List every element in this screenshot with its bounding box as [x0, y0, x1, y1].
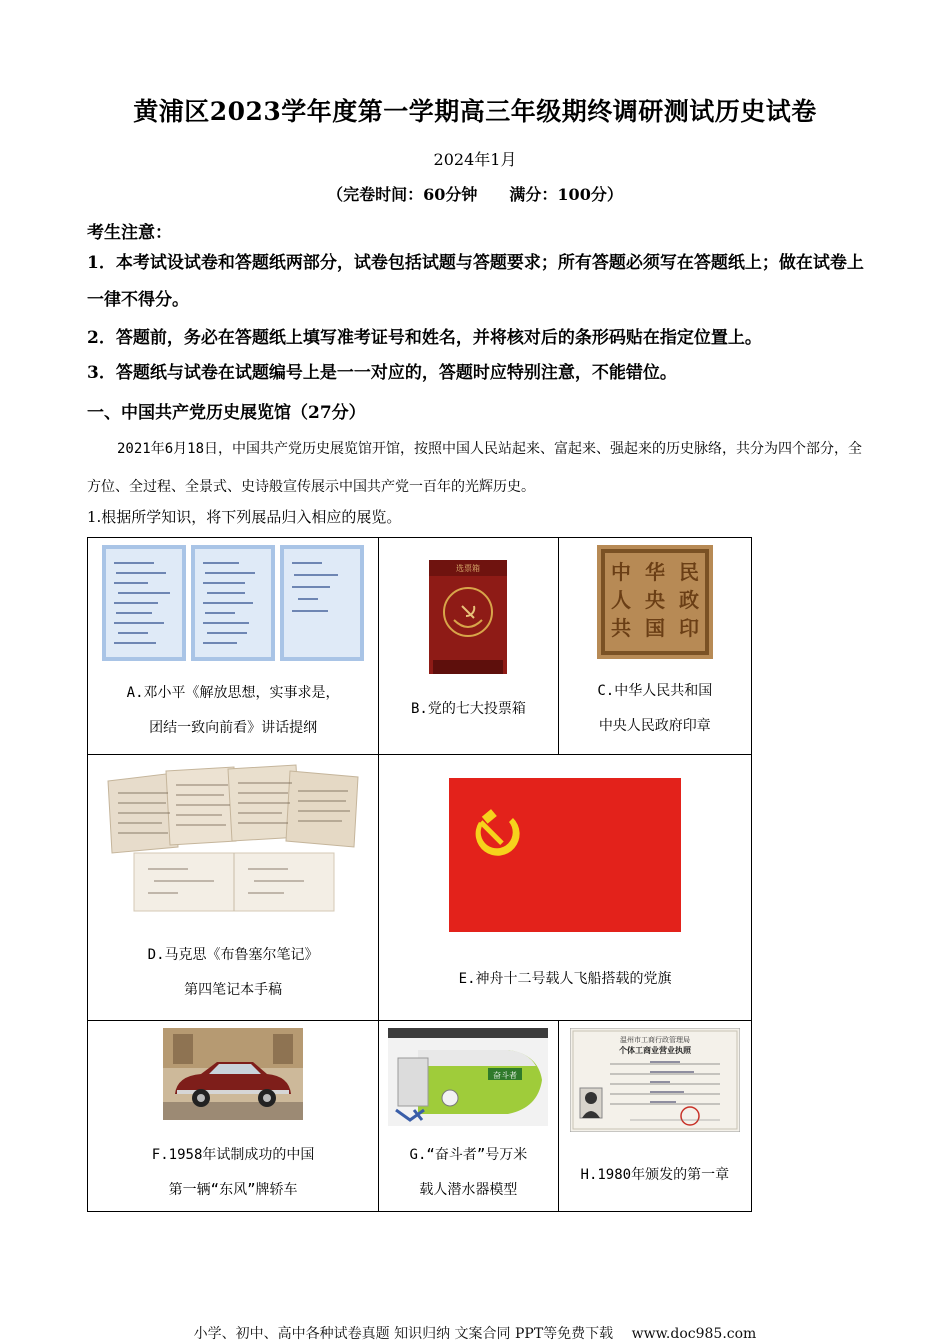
intro-paragraph: 2021年6月18日，中国共产党历史展览馆开馆，按照中国人民站起来、富起来、强起来的历史脉络，共分为四个部分，全方位、全过程、全景式、史诗般宣传展示中国共产党一百年的光辉历史。 [87, 441, 862, 495]
section-heading: 一、中国共产党历史展览馆（27分） [87, 403, 366, 423]
exhibit-cell-g [379, 1021, 558, 1212]
question-1: 1.根据所学知识，将下列展品归入相应的展览。 [87, 508, 402, 526]
svg-text:民: 民 [678, 560, 699, 584]
exhibit-g-caption-line-1: G.“奋斗者”号万米 [409, 1147, 528, 1163]
business-license-image [570, 1028, 740, 1132]
exhibit-d-caption-line-2: 第四笔记本手稿 [184, 982, 283, 998]
svg-text:共: 共 [610, 616, 631, 640]
license-org: 温州市工商行政管理局 [619, 1036, 690, 1044]
exhibit-cell-e [379, 755, 752, 1021]
submersible-image [388, 1028, 548, 1126]
seal-image [597, 545, 713, 659]
exam-date: 2024年1月 [433, 150, 517, 169]
exhibit-f-caption-line-1: F.1958年试制成功的中国 [151, 1147, 315, 1163]
exam-title: 黄浦区2023学年度第一学期高三年级期终调研测试历史试卷 [133, 97, 817, 126]
exhibit-g-caption-line-2: 载人潜水器模型 [419, 1182, 518, 1198]
exhibit-cell-d [88, 755, 379, 1021]
exhibit-a-caption-line-2: 团结一致向前看》讲话提纲 [149, 720, 318, 736]
exhibit-h-caption: H.1980年颁发的第一章 [580, 1167, 730, 1183]
exhibit-cell-c [558, 538, 751, 755]
exhibit-c-caption-line-1: C.中华人民共和国 [597, 683, 713, 699]
ballot-box-image [429, 560, 507, 674]
svg-text:人: 人 [610, 588, 631, 612]
page-footer: 小学、初中、高中各种试卷真题 知识归纳 文案合同 PPT等免费下载 www.doc985.com [193, 1326, 757, 1342]
exhibit-d-caption-line-1: D.马克思《布鲁塞尔笔记》 [147, 947, 319, 963]
party-flag-image [449, 778, 681, 932]
svg-text:印: 印 [678, 616, 699, 640]
license-title: 个体工商业营业执照 [618, 1046, 691, 1055]
submersible-label: 奋斗者 [493, 1071, 518, 1080]
marx-notebook-image [104, 761, 362, 916]
exhibit-table [87, 537, 752, 1212]
manuscript-outline-image [102, 545, 364, 661]
exhibit-cell-h [558, 1021, 751, 1212]
notice-item-2: 2．答题前，务必在答题纸上填写准考证号和姓名，并将核对后的条形码贴在指定位置上。 [87, 328, 762, 348]
svg-text:政: 政 [678, 588, 699, 612]
exhibit-f-caption-line-2: 第一辆“东风”牌轿车 [168, 1182, 298, 1198]
exhibit-cell-b [379, 538, 558, 755]
exhibit-e-caption: E.神舟十二号载人飞船搭载的党旗 [458, 971, 672, 987]
exhibit-cell-a [88, 538, 379, 755]
notice-heading: 考生注意： [87, 223, 172, 243]
dongfeng-car-image [163, 1028, 303, 1120]
svg-text:央: 央 [644, 588, 665, 612]
exhibit-b-caption: B.党的七大投票箱 [410, 701, 526, 717]
exhibit-cell-f [88, 1021, 379, 1212]
notice-item-3: 3．答题纸与试卷在试题编号上是一一对应的，答题时应特别注意，不能错位。 [87, 363, 677, 383]
exhibit-c-caption-line-2: 中央人民政府印章 [598, 718, 711, 734]
exam-duration: （完卷时间：60分钟 满分：100分） [327, 185, 623, 204]
svg-text:中: 中 [610, 560, 631, 584]
exhibit-a-caption-line-1: A.邓小平《解放思想，实事求是， [126, 685, 340, 701]
svg-text:华: 华 [644, 560, 665, 584]
svg-text:国: 国 [644, 616, 665, 640]
ballot-box-label: 选票箱 [456, 564, 481, 573]
notice-item-1: 1．本考试设试卷和答题纸两部分，试卷包括试题与答题要求；所有答题必须写在答题纸上；做在试卷上一律不得分。 [87, 253, 864, 310]
